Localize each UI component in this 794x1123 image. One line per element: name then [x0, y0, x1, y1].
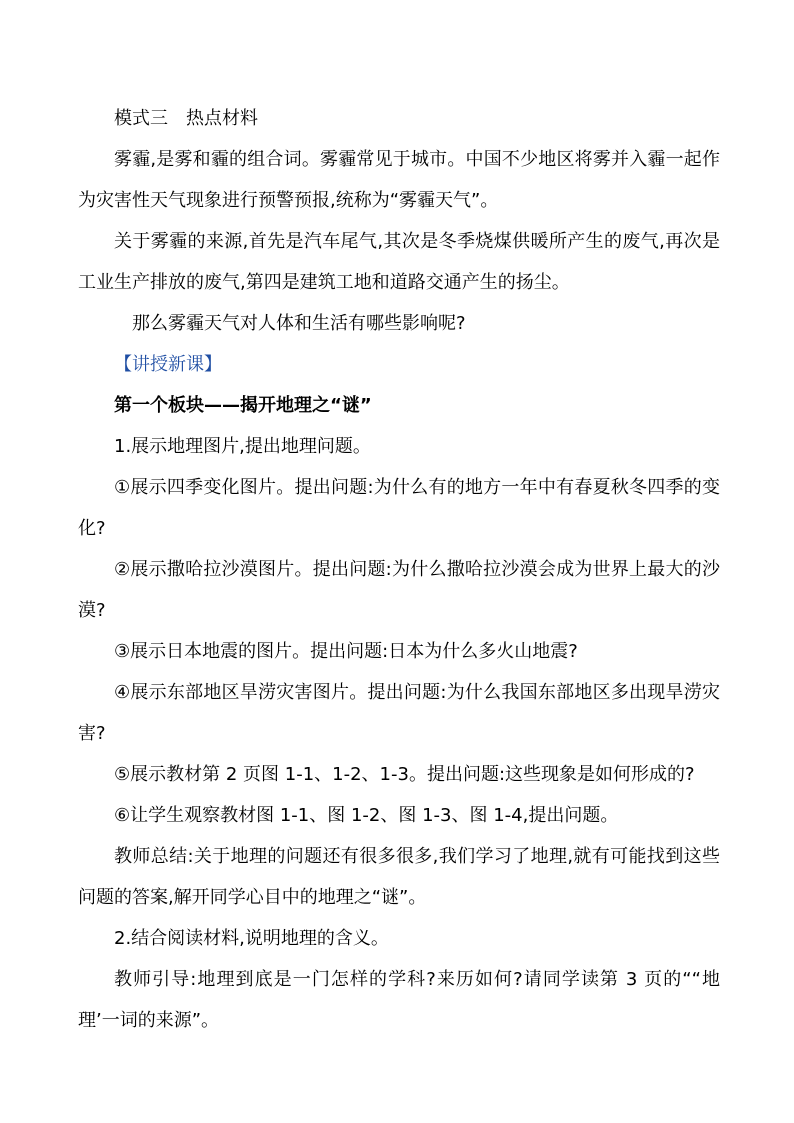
- sub-item: ⑤展示教材第 2 页图 1-1、1-2、1-3。提出问题:这些现象是如何形成的?: [114, 764, 695, 785]
- teacher-summary: 教师总结:关于地理的问题还有很多很多,我们学习了地理,就有可能找到这些问题的答案,解开同学心目中的地理之“谜”。: [78, 846, 720, 908]
- sub-item: ④展示东部地区旱涝灾害图片。提出问题:为什么我国东部地区多出现旱涝灾害?: [78, 682, 720, 744]
- document-body: [78, 98, 720, 1041]
- paragraph-smog-question: 那么雾霾天气对人体和生活有哪些影响呢?: [132, 313, 466, 334]
- mode-title: 模式三 热点材料: [114, 108, 258, 129]
- sub-item: ①展示四季变化图片。提出问题:为什么有的地方一年中有春夏秋冬四季的变化?: [78, 477, 720, 539]
- paragraph-smog-definition: 雾霾,是雾和霾的组合词。雾霾常见于城市。中国不少地区将雾并入霾一起作为灾害性天气现象进行预警预报,统称为“雾霾天气”。: [78, 149, 720, 211]
- section-heading: 第一个板块——揭开地理之“谜”: [114, 395, 372, 416]
- sub-item: ⑥让学生观察教材图 1-1、图 1-2、图 1-3、图 1-4,提出问题。: [114, 805, 619, 826]
- paragraph-smog-sources: 关于雾霾的来源,首先是汽车尾气,其次是冬季烧煤供暖所产生的废气,再次是工业生产排放的废气,第四是建筑工地和道路交通产生的扬尘。: [78, 231, 720, 293]
- section-bracket-new-lesson: 【讲授新课】: [114, 354, 222, 375]
- sub-item: ②展示撒哈拉沙漠图片。提出问题:为什么撒哈拉沙漠会成为世界上最大的沙漠?: [78, 559, 720, 621]
- teacher-guide: 教师引导:地理到底是一门怎样的学科?来历如何?请同学读第 3 页的““地理’一词的来源”。: [78, 969, 720, 1031]
- sub-item: ③展示日本地震的图片。提出问题:日本为什么多火山地震?: [114, 641, 578, 662]
- item-2-title: 2.结合阅读材料,说明地理的含义。: [114, 928, 389, 949]
- item-1-title: 1.展示地理图片,提出地理问题。: [114, 436, 371, 457]
